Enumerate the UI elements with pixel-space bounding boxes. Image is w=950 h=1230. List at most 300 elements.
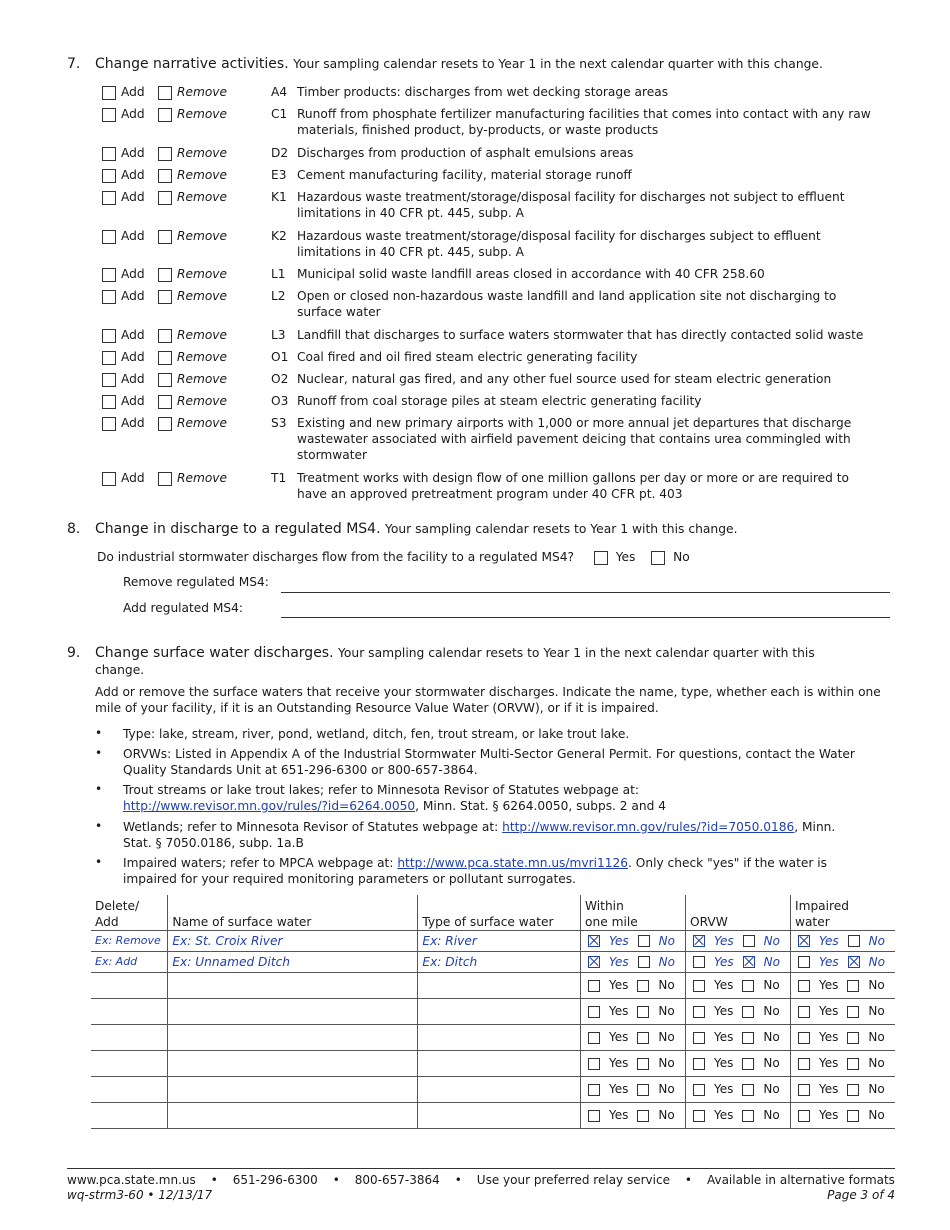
activity-remove-option[interactable] [153,228,227,244]
activity-remove-checkbox[interactable] [158,108,172,122]
example-name: Ex: St. Croix River [168,930,418,951]
orvw-no-label: No [763,1082,780,1096]
activity-add-label: Add [121,85,145,99]
footer-alt-formats: Available in alternative formats [706,1173,895,1187]
activity-add-option[interactable] [97,266,145,282]
delete-add-cell[interactable] [91,1076,168,1102]
activity-add-checkbox[interactable] [102,191,116,205]
orvw-yes-checkbox[interactable] [693,1032,705,1044]
orvw-yes-checkbox[interactable] [693,1058,705,1070]
activity-remove-checkbox[interactable] [158,373,172,387]
activity-add-checkbox[interactable] [102,395,116,409]
example-row [91,930,895,951]
surface-water-type-cell[interactable] [418,1050,581,1076]
footer-website[interactable]: www.pca.state.mn.us [67,1173,196,1187]
within-mile-no-checkbox[interactable] [637,1006,649,1018]
activity-add-label: Add [121,190,145,204]
col-name: Name of surface water [168,895,418,930]
activity-code: L2 [271,289,286,303]
impaired-yes-label: Yes [818,1030,839,1044]
within-mile-yes-label: Yes [609,1082,629,1096]
footer-sep: • [684,1173,692,1187]
activity-remove-checkbox[interactable] [158,290,172,304]
activity-remove-option[interactable] [153,349,227,365]
section-9-heading: Change surface water discharges. [95,645,334,661]
activity-add-checkbox[interactable] [102,329,116,343]
footer-phone1: 651-296-6300 [232,1173,318,1187]
activity-add-label: Add [121,289,145,303]
activity-remove-checkbox[interactable] [158,169,172,183]
within-mile-no-checkbox[interactable] [638,956,650,968]
impaired-yes-label: Yes [818,933,839,948]
impaired-yes-checkbox[interactable] [798,935,810,947]
wetlands-link[interactable]: http://www.revisor.mn.gov/rules/?id=7050.0186 [502,820,795,834]
within-mile-no-checkbox[interactable] [637,1084,649,1096]
surface-water-type-cell[interactable] [418,998,581,1024]
footer-page-number: Page 3 of 4 [827,1188,895,1202]
activity-add-option[interactable] [97,84,145,100]
delete-add-cell[interactable] [91,1102,168,1128]
within-mile-yes-no [585,934,681,948]
bullet-wetlands [123,819,863,851]
impaired-yes-label: Yes [818,954,839,969]
within-mile-no-label: No [658,954,675,969]
within-mile-no-checkbox[interactable] [637,1058,649,1070]
impaired-yes-label: Yes [818,1056,839,1070]
activity-remove-label: Remove [177,394,228,408]
activity-remove-label: Remove [177,107,228,121]
activity-description: Open or closed non-hazardous waste landfill and land application site not discharging to surface water [297,289,837,319]
impaired-yes-no [795,1056,891,1070]
within-mile-yes-checkbox[interactable] [588,1006,600,1018]
surface-water-type-cell[interactable] [418,1102,581,1128]
orvw-no-label: No [763,1056,780,1070]
orvw-yes-label: Yes [714,1056,734,1070]
impaired-no-label: No [868,1030,885,1044]
impaired-yes-label: Yes [818,1082,839,1096]
within-mile-no-label: No [658,1056,675,1070]
orvw-yes-label: Yes [714,1108,734,1122]
activity-code: L1 [271,267,286,281]
ms4-yes-checkbox[interactable] [594,551,608,565]
within-mile-yes-label: Yes [609,1108,629,1122]
col-delete-add: Delete/ Add [91,895,168,930]
activity-description: Landfill that discharges to surface waters stormwater that has directly contacted solid waste [297,328,864,342]
orvw-no-checkbox[interactable] [743,935,755,947]
impaired-no-checkbox[interactable] [847,1084,859,1096]
orvw-yes-checkbox[interactable] [693,1006,705,1018]
activity-remove-checkbox[interactable] [158,329,172,343]
impaired-yes-label: Yes [818,1108,839,1122]
bullet-5-marker: • [95,855,103,869]
within-mile-no-checkbox[interactable] [637,1110,649,1122]
within-mile-yes-checkbox[interactable] [588,1110,600,1122]
impaired-yes-checkbox[interactable] [798,956,810,968]
ms4-question-row [97,550,690,565]
activity-code: E3 [271,168,287,182]
within-mile-no-label: No [658,1004,675,1018]
activity-description: Runoff from coal storage piles at steam electric generating facility [297,394,702,408]
orvw-yes-label: Yes [714,978,734,992]
impaired-link[interactable]: http://www.pca.state.mn.us/mvri1126 [397,856,628,870]
activity-add-checkbox[interactable] [102,351,116,365]
within-mile-yes-checkbox[interactable] [588,1032,600,1044]
example-row [91,951,895,972]
activity-description: Hazardous waste treatment/storage/disposal facility for discharges subject to effluent limitations in 40 CFR pt. 445, subp. A [297,229,821,259]
section-8-subtitle: Your sampling calendar resets to Year 1 with this change. [384,522,738,536]
bullet-3-marker: • [95,782,103,796]
col-type: Type of surface water [418,895,581,930]
activity-remove-option[interactable] [153,167,227,183]
orvw-no-label: No [763,978,780,992]
orvw-yes-checkbox[interactable] [693,980,705,992]
activity-remove-checkbox[interactable] [158,395,172,409]
activity-add-label: Add [121,107,145,121]
section-8-number: 8. [67,521,81,537]
impaired-no-checkbox[interactable] [847,1006,859,1018]
activity-add-option[interactable] [97,470,145,486]
orvw-no-checkbox[interactable] [742,1032,754,1044]
within-mile-no-label: No [658,1108,675,1122]
surface-water-name-cell[interactable] [168,1102,418,1128]
surface-water-table [91,895,895,1129]
orvw-no-label: No [763,933,780,948]
footer-phone2: 800-657-3864 [354,1173,440,1187]
impaired-no-label: No [868,1082,885,1096]
section-7-heading: Change narrative activities. [95,56,289,72]
section-8-heading: Change in discharge to a regulated MS4. [95,521,381,537]
orvw-yes-no [690,1056,786,1070]
activity-add-checkbox[interactable] [102,147,116,161]
orvw-no-label: No [763,1004,780,1018]
activity-remove-checkbox[interactable] [158,191,172,205]
activity-remove-option[interactable] [153,189,227,205]
activity-add-option[interactable] [97,106,145,122]
impaired-yes-checkbox[interactable] [798,1058,810,1070]
table-header-row [91,895,895,930]
activity-remove-option[interactable] [153,371,227,387]
activity-description: Municipal solid waste landfill areas closed in accordance with 40 CFR 258.60 [297,267,765,281]
activity-remove-label: Remove [177,328,228,342]
activity-remove-checkbox[interactable] [158,351,172,365]
impaired-no-checkbox[interactable] [847,1058,859,1070]
orvw-yes-checkbox[interactable] [693,956,705,968]
trout-link[interactable]: http://www.revisor.mn.gov/rules/?id=6264.0050 [123,799,416,813]
activity-code: O1 [271,350,289,364]
impaired-yes-checkbox[interactable] [798,1084,810,1096]
col-impaired: Impaired water [790,895,895,930]
orvw-yes-no [690,955,786,969]
impaired-no-label: No [868,954,885,969]
activity-remove-option[interactable] [153,393,227,409]
delete-add-cell[interactable] [91,1024,168,1050]
within-mile-no-checkbox[interactable] [637,1032,649,1044]
activity-code: L3 [271,328,286,342]
bullet-4-marker: • [95,819,103,833]
orvw-no-checkbox[interactable] [742,980,754,992]
within-mile-yes-no [585,978,681,992]
activity-add-option[interactable] [97,189,145,205]
remove-ms4-label: Remove regulated MS4: [123,575,269,589]
add-ms4-label: Add regulated MS4: [123,601,244,615]
col-orvw: ORVW [686,895,791,930]
activity-add-option[interactable] [97,327,145,343]
example-type: Ex: River [418,930,581,951]
within-mile-yes-checkbox[interactable] [588,1058,600,1070]
activity-add-checkbox[interactable] [102,169,116,183]
impaired-yes-checkbox[interactable] [798,1006,810,1018]
activity-add-label: Add [121,350,145,364]
orvw-no-checkbox[interactable] [742,1084,754,1096]
activity-remove-option[interactable] [153,145,227,161]
within-mile-yes-checkbox[interactable] [588,956,600,968]
within-mile-no-label: No [658,978,675,992]
impaired-no-label: No [868,1108,885,1122]
surface-water-name-cell[interactable] [168,1076,418,1102]
orvw-yes-no [690,934,786,948]
activity-add-checkbox[interactable] [102,472,116,486]
delete-add-cell[interactable] [91,972,168,998]
activity-remove-checkbox[interactable] [158,268,172,282]
within-mile-yes-no [585,1108,681,1122]
orvw-yes-no [690,1030,786,1044]
within-mile-yes-label: Yes [609,954,629,969]
section-9-number: 9. [67,645,81,661]
section-9-intro: Add or remove the surface waters that receive your stormwater discharges. Indicate the name, type, whether each is within one mile of your facility, if it is an Outstanding Resource Value Water (ORVW), or if it is impaired. [95,685,881,715]
within-mile-no-checkbox[interactable] [637,980,649,992]
activity-code: K1 [271,190,287,204]
remove-ms4-field[interactable] [281,592,890,593]
orvw-no-checkbox[interactable] [742,1006,754,1018]
activity-add-checkbox[interactable] [102,86,116,100]
activity-remove-label: Remove [177,289,228,303]
impaired-yes-no [795,934,891,948]
activity-code: O3 [271,394,289,408]
activity-remove-option[interactable] [153,84,227,100]
section-7-subtitle: Your sampling calendar resets to Year 1 in the next calendar quarter with this change. [293,57,823,71]
impaired-yes-label: Yes [818,978,839,992]
activity-remove-label: Remove [177,416,228,430]
orvw-yes-label: Yes [714,954,734,969]
activity-add-checkbox[interactable] [102,108,116,122]
add-ms4-field[interactable] [281,617,890,618]
footer-divider [67,1168,895,1169]
wetlands-text-post: , Minn. Stat. § 7050.0186, subp. 1a.B [123,820,836,850]
orvw-yes-label: Yes [714,1030,734,1044]
impaired-yes-no [795,955,891,969]
activity-remove-option[interactable] [153,415,227,431]
surface-water-type-cell[interactable] [418,1076,581,1102]
activity-code: T1 [271,471,287,485]
impaired-text: Impaired waters; refer to MPCA webpage at: [123,856,394,870]
activity-add-option[interactable] [97,228,145,244]
impaired-yes-checkbox[interactable] [798,980,810,992]
activity-add-option[interactable] [97,393,145,409]
within-mile-yes-checkbox[interactable] [588,1084,600,1096]
activity-add-label: Add [121,328,145,342]
activity-remove-checkbox[interactable] [158,417,172,431]
orvw-no-label: No [763,954,780,969]
activity-code: D2 [271,146,289,160]
section-7-title [95,56,895,73]
trout-text: Trout streams or lake trout lakes; refer to Minnesota Revisor of Statutes webpage at: [123,783,639,797]
activity-add-option[interactable] [97,288,145,304]
within-mile-yes-label: Yes [609,933,629,948]
impaired-no-label: No [868,1056,885,1070]
footer-sep: • [332,1173,340,1187]
bullet-impaired [123,855,863,887]
activity-description: Coal fired and oil fired steam electric generating facility [297,350,638,364]
bullet-2-marker: • [95,746,103,760]
activity-description: Runoff from phosphate fertilizer manufacturing facilities that comes into contact with any raw materials, finished product, by-products, or waste products [297,107,871,137]
section-8-title [95,521,895,538]
ms4-yes-label: Yes [615,550,636,564]
orvw-yes-checkbox[interactable] [693,1084,705,1096]
table-row [91,1024,895,1050]
activity-description: Hazardous waste treatment/storage/disposal facility for discharges not subject to effluent limitations in 40 CFR pt. 445, subp. A [297,190,845,220]
activity-remove-option[interactable] [153,266,227,282]
impaired-no-checkbox[interactable] [847,1032,859,1044]
within-mile-no-label: No [658,933,675,948]
surface-water-type-cell[interactable] [418,1024,581,1050]
trout-text-post: , Minn. Stat. § 6264.0050, subps. 2 and 4 [415,799,666,813]
orvw-yes-no [690,978,786,992]
within-mile-yes-no [585,1056,681,1070]
activity-remove-option[interactable] [153,327,227,343]
activity-remove-option[interactable] [153,470,227,486]
impaired-yes-no [795,1108,891,1122]
impaired-text-post: . Only check "yes" if the water is impaired for your required monitoring parameters or pollutant surrogates. [123,856,827,886]
table-row [91,1102,895,1128]
impaired-yes-label: Yes [818,1004,839,1018]
orvw-yes-no [690,1108,786,1122]
activity-add-option[interactable] [97,167,145,183]
activity-add-checkbox[interactable] [102,268,116,282]
activity-remove-checkbox[interactable] [158,230,172,244]
activity-add-option[interactable] [97,371,145,387]
activity-code: C1 [271,107,288,121]
within-mile-yes-label: Yes [609,978,629,992]
footer-sep: • [210,1173,218,1187]
activity-description: Treatment works with design flow of one million gallons per day or more or are required to have an approved pretreatment program under 40 CFR pt. 403 [297,471,849,501]
activity-remove-option[interactable] [153,106,227,122]
table-row [91,972,895,998]
orvw-yes-no [690,1004,786,1018]
activity-add-option[interactable] [97,349,145,365]
activity-description: Discharges from production of asphalt emulsions areas [297,146,634,160]
surface-water-name-cell[interactable] [168,998,418,1024]
delete-add-cell[interactable] [91,1050,168,1076]
bullet-1-marker: • [95,726,103,740]
activity-description: Existing and new primary airports with 1,000 or more annual jet departures that discharge wastewater associated with airfield pavement deicing that contains urea commingled with stormwater [297,416,852,462]
ms4-no-label: No [673,550,690,564]
footer-form-id: wq-strm3-60 • 12/13/17 [67,1188,213,1202]
section-9-title [95,645,835,679]
activity-remove-option[interactable] [153,288,227,304]
activity-description: Timber products: discharges from wet decking storage areas [297,85,669,99]
impaired-no-checkbox[interactable] [848,935,860,947]
within-mile-no-label: No [658,1030,675,1044]
orvw-no-checkbox[interactable] [742,1058,754,1070]
impaired-no-checkbox[interactable] [847,980,859,992]
within-mile-yes-no [585,1004,681,1018]
orvw-no-label: No [763,1030,780,1044]
impaired-yes-no [795,978,891,992]
bullet-orvw: ORVWs: Listed in Appendix A of the Industrial Stormwater Multi-Sector General Permit. For questions, contact the Water Quality Standards Unit at 651-296-6300 or 800-657-3864. [123,747,855,777]
activity-add-label: Add [121,168,145,182]
activity-remove-checkbox[interactable] [158,472,172,486]
activity-add-label: Add [121,229,145,243]
orvw-no-checkbox[interactable] [742,1110,754,1122]
impaired-no-checkbox[interactable] [848,956,860,968]
impaired-no-label: No [868,933,885,948]
impaired-no-checkbox[interactable] [847,1110,859,1122]
orvw-yes-label: Yes [714,1004,734,1018]
activity-remove-label: Remove [177,229,228,243]
activity-add-option[interactable] [97,145,145,161]
surface-water-name-cell[interactable] [168,972,418,998]
activity-add-checkbox[interactable] [102,290,116,304]
within-mile-yes-no [585,1082,681,1096]
example-action: Ex: Add [91,951,168,972]
footer-sep: • [454,1173,462,1187]
ms4-question: Do industrial stormwater discharges flow from the facility to a regulated MS4? [97,550,574,564]
impaired-yes-checkbox[interactable] [798,1032,810,1044]
orvw-yes-label: Yes [714,933,734,948]
orvw-yes-checkbox[interactable] [693,1110,705,1122]
ms4-no-checkbox[interactable] [651,551,665,565]
activity-add-option[interactable] [97,415,145,431]
within-mile-yes-checkbox[interactable] [588,935,600,947]
surface-water-name-cell[interactable] [168,1050,418,1076]
surface-water-name-cell[interactable] [168,1024,418,1050]
example-type: Ex: Ditch [418,951,581,972]
delete-add-cell[interactable] [91,998,168,1024]
activity-add-checkbox[interactable] [102,373,116,387]
within-mile-yes-label: Yes [609,1004,629,1018]
activity-add-checkbox[interactable] [102,230,116,244]
activity-add-label: Add [121,416,145,430]
impaired-yes-checkbox[interactable] [798,1110,810,1122]
activity-remove-checkbox[interactable] [158,86,172,100]
activity-add-label: Add [121,372,145,386]
within-mile-yes-no [585,1030,681,1044]
orvw-yes-checkbox[interactable] [693,935,705,947]
within-mile-no-checkbox[interactable] [638,935,650,947]
impaired-yes-no [795,1082,891,1096]
activity-add-label: Add [121,471,145,485]
activity-remove-label: Remove [177,471,228,485]
impaired-no-label: No [868,1004,885,1018]
activity-add-checkbox[interactable] [102,417,116,431]
bullet-trout [123,782,863,814]
page-footer [67,1173,895,1202]
wetlands-text: Wetlands; refer to Minnesota Revisor of Statutes webpage at: [123,820,499,834]
orvw-no-checkbox[interactable] [743,956,755,968]
activity-remove-label: Remove [177,146,228,160]
surface-water-type-cell[interactable] [418,972,581,998]
activity-remove-label: Remove [177,372,228,386]
activity-remove-checkbox[interactable] [158,147,172,161]
within-mile-yes-checkbox[interactable] [588,980,600,992]
activity-add-label: Add [121,394,145,408]
example-action: Ex: Remove [91,930,168,951]
example-name: Ex: Unnamed Ditch [168,951,418,972]
activity-code: A4 [271,85,288,99]
section-7-number: 7. [67,56,81,72]
within-mile-yes-label: Yes [609,1030,629,1044]
within-mile-no-label: No [658,1082,675,1096]
